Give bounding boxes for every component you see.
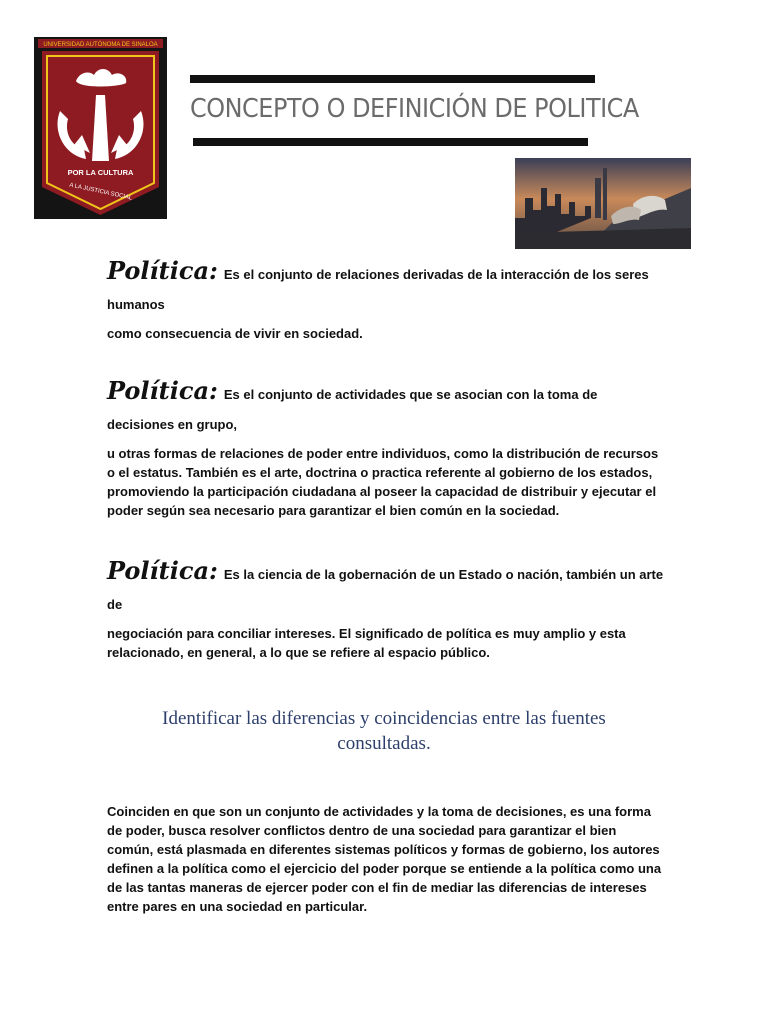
definition-term: Política:: [107, 376, 218, 405]
seal-band-text: UNIVERSIDAD AUTÓNOMA DE SINALOA: [43, 42, 158, 48]
seal-motto-line1: POR LA CULTURA: [67, 168, 134, 177]
definition-text: Es el conjunto de relaciones derivadas de la interacción de los seres humanos: [107, 267, 649, 312]
document-title: CONCEPTO O DEFINICIÓN DE POLITICA: [190, 94, 639, 124]
title-rule-bottom: [193, 138, 588, 146]
definition-text-continued: como consecuencia de vivir en sociedad.: [107, 326, 363, 341]
section-heading: Identificar las diferencias y coincidencias entre las fuentes consultadas.: [162, 708, 606, 754]
definition-term: Política:: [107, 256, 218, 285]
university-seal-icon: [34, 37, 167, 219]
city-handshake-photo: [515, 158, 691, 249]
title-rule-top: [190, 75, 595, 83]
definition-text-continued: negociación para conciliar intereses. El significado de política es muy amplio y esta relacionado, en general, a lo que se refiere al espacio público.: [107, 626, 626, 660]
definition-3: [107, 556, 667, 662]
definition-text: Es la ciencia de la gobernación de un Estado o nación, también un arte de: [107, 567, 664, 612]
section-body: Coinciden en que son un conjunto de actividades y la toma de decisiones, es una forma de poder, busca resolver conflictos dentro de una sociedad para garantizar el bien común, está plasmada en diferentes sistemas políticos y formas de gobierno, los autores definen a la política como el ejercicio del poder porque se entiende a la política como una de las tantas maneras de ejercer poder con el fin de mediar las diferencias de intereses entre pares en una sociedad en particular.: [107, 804, 662, 914]
definition-text: Es el conjunto de actividades que se asocian con la toma de decisiones en grupo,: [107, 387, 598, 432]
definition-text-continued: u otras formas de relaciones de poder entre individuos, como la distribución de recursos o el estatus. También es el arte, doctrina o practica referente al gobierno de los estados, promoviendo la participación ciudadana al poseer la capacidad de distribuir y ejecutar el poder según sea necesario para garantizar el bien común en la sociedad.: [107, 446, 659, 518]
definition-1: [107, 256, 667, 343]
definition-term: Política:: [107, 556, 218, 585]
definition-2: [107, 376, 667, 520]
seal-motto-line2: A LA JUSTICIA SOCIAL: [68, 182, 133, 202]
